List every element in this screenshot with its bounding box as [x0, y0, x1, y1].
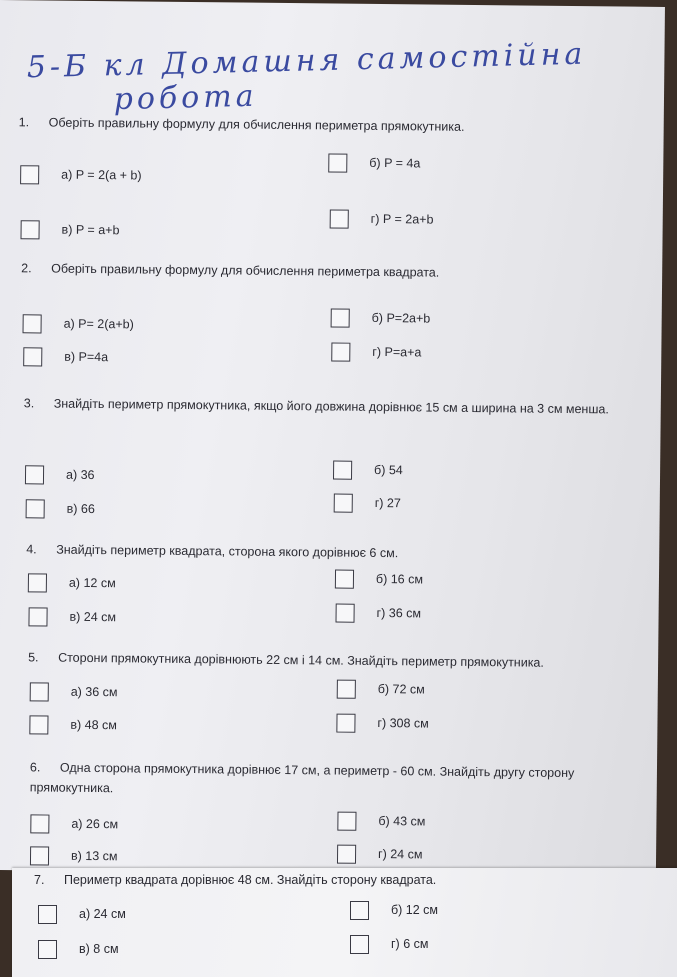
option-label: г) 308 см: [377, 715, 429, 731]
question-5-option-b[interactable]: [337, 678, 425, 701]
checkbox[interactable]: [28, 607, 47, 626]
option-label: в) 48 см: [70, 717, 117, 733]
question-1-option-d[interactable]: [330, 207, 434, 230]
option-label: г) P = 2a+b: [370, 211, 434, 227]
checkbox[interactable]: [336, 713, 355, 732]
question-2-option-d[interactable]: [331, 340, 421, 363]
option-label: б) 72 см: [377, 681, 425, 697]
worksheet-page-bottom: [12, 868, 677, 977]
question-5-option-d[interactable]: [336, 712, 429, 735]
option-label: а) 36 см: [70, 684, 118, 700]
question-6-option-b[interactable]: [337, 810, 425, 833]
option-label: а) 26 см: [71, 816, 119, 832]
checkbox[interactable]: [29, 715, 48, 734]
question-7-option-b[interactable]: [350, 899, 438, 921]
option-label: б) 16 см: [375, 571, 424, 587]
question-number: 6.: [29, 760, 41, 775]
option-label: в) P = a+b: [61, 222, 120, 238]
question-5-option-c[interactable]: [29, 713, 117, 736]
question-6-option-d[interactable]: [337, 843, 423, 866]
question-1-option-a[interactable]: [20, 163, 142, 186]
title-line-1: 5-Б кл Домашня самостійна: [26, 36, 587, 86]
question-5-option-a[interactable]: [30, 680, 118, 703]
checkbox[interactable]: [38, 940, 57, 959]
question-4-option-c[interactable]: [28, 605, 116, 628]
option-label: б) 54: [374, 462, 403, 478]
checkbox[interactable]: [331, 308, 350, 327]
question-2-option-c[interactable]: [23, 345, 108, 368]
question-1: [19, 112, 639, 138]
question-number: 2.: [21, 261, 32, 276]
option-label: г) 27: [374, 495, 401, 511]
question-number: 7.: [34, 873, 45, 887]
option-label: в) 13 см: [70, 848, 118, 864]
question-text: Оберіть правильну формулу для обчислення периметра прямокутника.: [48, 115, 465, 134]
question-6: [30, 757, 648, 803]
question-6-option-c[interactable]: [30, 844, 118, 867]
checkbox[interactable]: [335, 569, 354, 588]
handwritten-title: [26, 36, 658, 121]
question-1-option-b[interactable]: [328, 151, 420, 174]
option-label: г) 36 см: [376, 605, 422, 621]
checkbox[interactable]: [334, 493, 353, 512]
checkbox[interactable]: [336, 603, 355, 622]
option-label: а) 12 см: [68, 575, 116, 591]
option-label: в) 8 см: [79, 942, 119, 956]
checkbox[interactable]: [38, 905, 57, 924]
checkbox[interactable]: [21, 220, 40, 239]
checkbox[interactable]: [28, 573, 47, 592]
checkbox[interactable]: [337, 811, 356, 830]
checkbox[interactable]: [337, 844, 356, 863]
question-3-option-c[interactable]: [26, 497, 95, 520]
option-label: а) P= 2(a+b): [63, 316, 134, 332]
question-5: [28, 647, 638, 673]
checkbox[interactable]: [26, 499, 45, 518]
option-label: а) P = 2(a + b): [61, 167, 142, 183]
checkbox[interactable]: [23, 347, 42, 366]
checkbox[interactable]: [20, 165, 39, 184]
question-6-option-a[interactable]: [30, 812, 118, 835]
question-2-option-a[interactable]: [23, 312, 134, 335]
option-label: г) P=a+a: [372, 344, 422, 360]
option-label: г) 6 см: [391, 937, 429, 951]
question-3: [24, 393, 634, 419]
option-label: б) 12 см: [391, 903, 439, 917]
option-label: б) 43 см: [378, 814, 426, 829]
option-label: а) 36: [65, 467, 95, 483]
question-text: Сторони прямокутника дорівнюють 22 см і 14 см. Знайдіть периметр прямокутника.: [58, 650, 544, 670]
question-7-option-a[interactable]: [38, 903, 126, 925]
option-label: в) P=4a: [64, 349, 109, 365]
question-1-option-c[interactable]: [20, 218, 119, 241]
option-label: в) 66: [66, 501, 95, 517]
question-3-option-b[interactable]: [333, 459, 403, 482]
question-number: 1.: [18, 115, 30, 130]
question-7-option-d[interactable]: [350, 933, 428, 955]
question-text: Оберіть правильну формулу для обчислення периметра квадрата.: [51, 261, 440, 280]
question-number: 5.: [28, 650, 39, 665]
title-line-2: робота: [113, 78, 259, 118]
question-4-option-b[interactable]: [335, 568, 423, 591]
checkbox[interactable]: [337, 679, 356, 698]
question-4-option-a[interactable]: [28, 571, 116, 594]
question-text: Знайдіть периметр квадрата, сторона якого дорівнює 6 см.: [56, 542, 399, 561]
checkbox[interactable]: [350, 935, 369, 954]
checkbox[interactable]: [333, 460, 352, 479]
question-number: 3.: [23, 396, 35, 411]
question-2: [21, 258, 641, 284]
checkbox[interactable]: [30, 846, 49, 865]
question-4-option-d[interactable]: [335, 602, 421, 625]
option-label: б) P=2a+b: [371, 310, 431, 326]
checkbox[interactable]: [30, 682, 49, 701]
question-text: Одна сторона прямокутника дорівнює 17 см, а периметр - 60 см. Знайдіть другу сторону прямокутника.: [29, 760, 575, 796]
question-3-option-a[interactable]: [25, 463, 95, 486]
option-label: в) 24 см: [69, 609, 117, 625]
checkbox[interactable]: [30, 814, 49, 833]
question-7-option-c[interactable]: [38, 938, 119, 960]
checkbox[interactable]: [328, 153, 347, 172]
question-text: Знайдіть периметр прямокутника, якщо його довжина дорівнює 15 см а ширина на 3 см менша.: [53, 396, 609, 417]
question-text: Периметр квадрата дорівнює 48 см. Знайдіть сторону квадрата.: [64, 873, 437, 887]
option-label: г) 24 см: [378, 847, 423, 862]
question-7: [34, 870, 654, 890]
checkbox[interactable]: [25, 465, 44, 484]
question-number: 4.: [26, 542, 37, 557]
checkbox[interactable]: [350, 901, 369, 920]
option-label: а) 24 см: [79, 907, 126, 921]
checkbox[interactable]: [331, 342, 350, 361]
question-4: [26, 539, 636, 565]
question-2-option-b[interactable]: [331, 306, 431, 329]
question-3-option-d[interactable]: [334, 492, 401, 515]
option-label: б) P = 4a: [369, 155, 421, 171]
checkbox[interactable]: [330, 209, 349, 228]
checkbox[interactable]: [23, 314, 42, 333]
